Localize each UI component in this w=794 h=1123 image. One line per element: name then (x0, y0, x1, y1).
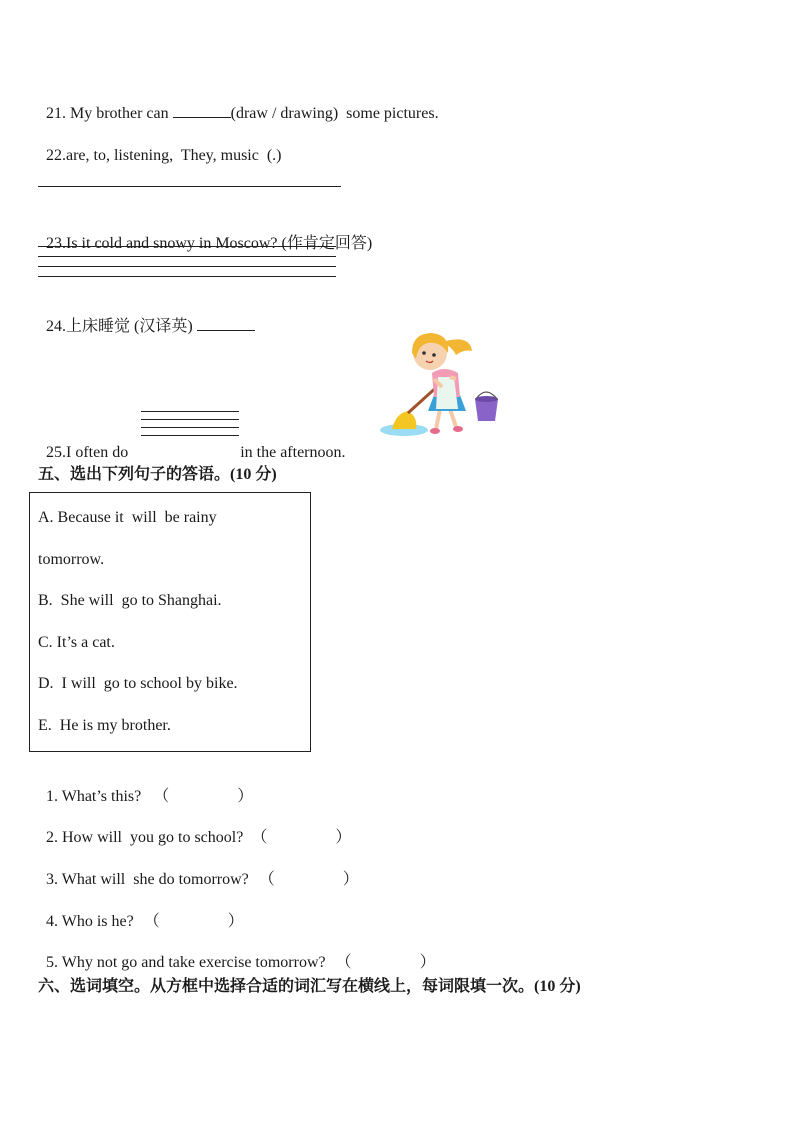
question-number: 21. (46, 105, 66, 122)
match-question: 2. How will you go to school? (46, 829, 244, 846)
question-text: Is it cold and snowy in Moscow? (作肯定回答) (66, 235, 373, 252)
paren-close: ） (335, 829, 352, 846)
match-item-4 (38, 890, 244, 931)
answer-line[interactable] (141, 427, 239, 428)
paren-close: ） (419, 954, 436, 971)
options-box (29, 492, 311, 752)
answer-line[interactable] (38, 246, 336, 247)
question-text-before: I often do (66, 444, 133, 461)
option-c: C. It’s a cat. (38, 634, 115, 651)
match-item-5 (38, 931, 436, 972)
answer-lines[interactable] (141, 411, 239, 443)
answer-blank[interactable] (173, 117, 231, 118)
answer-blank[interactable] (197, 330, 255, 331)
paren-open: （ (143, 913, 160, 930)
paren-close: ） (227, 913, 244, 930)
question-text-before: My brother can (66, 105, 173, 122)
paren-open: （ (335, 954, 352, 971)
match-item-2 (38, 806, 351, 847)
question-number: 25. (46, 444, 66, 461)
question-number: 23. (46, 235, 66, 252)
answer-line[interactable] (38, 186, 341, 187)
paren-open: （ (258, 871, 275, 888)
match-item-3 (38, 848, 359, 889)
question-21 (38, 87, 439, 123)
question-number: 24. (46, 318, 66, 335)
match-question: 3. What will she do tomorrow? (46, 871, 249, 888)
answer-line[interactable] (141, 411, 239, 412)
match-question: 1. What’s this? (46, 788, 142, 805)
option-e: E. He is my brother. (38, 717, 171, 734)
girl-mopping-floor-illustration (378, 325, 503, 440)
option-d: D. I will go to school by bike. (38, 675, 238, 692)
paren-close: ） (342, 871, 359, 888)
question-text-after: (draw / drawing) some pictures. (230, 105, 439, 122)
paren-open: （ (153, 788, 170, 805)
option-a: A. Because it will be rainy (38, 509, 217, 526)
match-item-1 (38, 765, 253, 806)
answer-line[interactable] (38, 256, 336, 257)
question-24 (38, 295, 255, 336)
question-22 (38, 129, 282, 165)
answer-line[interactable] (38, 276, 336, 277)
option-b: B. She will go to Shanghai. (38, 592, 222, 609)
section-6-title: 六、选词填空。从方框中选择合适的词汇写在横线上，每词限填一次。(10 分) (38, 978, 581, 995)
answer-line[interactable] (38, 266, 336, 267)
question-text-after: in the afternoon. (236, 444, 346, 461)
answer-line[interactable] (141, 435, 239, 436)
match-question: 5. Why not go and take exercise tomorrow? (46, 954, 326, 971)
paren-open: （ (251, 829, 268, 846)
section-5-title: 五、选出下列句子的答语。(10 分) (38, 466, 277, 483)
question-number: 22. (46, 147, 66, 164)
paren-close: ） (237, 788, 254, 805)
answer-line[interactable] (141, 419, 239, 420)
option-a-continued: tomorrow. (38, 551, 105, 568)
match-question: 4. Who is he? (46, 913, 134, 930)
question-text: are, to, listening, They, music (.) (66, 147, 282, 164)
question-text: 上床睡觉 (汉译英) (66, 318, 197, 335)
